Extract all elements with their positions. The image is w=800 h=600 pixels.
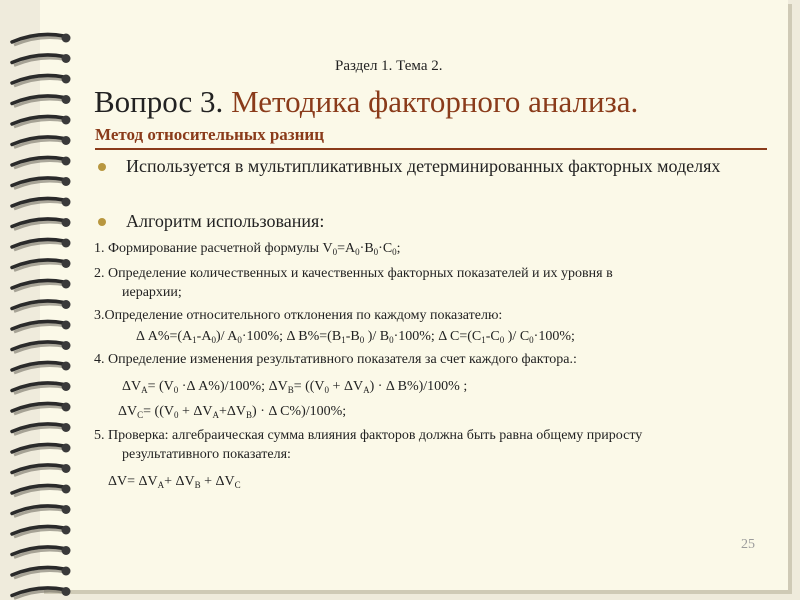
step-4: 4. Определение изменения результативного показателя за счет каждого фактора.: [94,352,577,367]
step-5-line-2: результативного показателя: [122,447,291,462]
spiral-hole [62,136,71,145]
spiral-hole [62,300,71,309]
formula-total-delta: $\Delta V= \Delta V_A+ \Delta V_B + \Delta V_C$ [108,474,241,490]
spiral-hole [62,546,71,555]
bullet-dot-icon [98,163,106,171]
spiral-hole [62,403,71,412]
spiral-hole [62,259,71,268]
slide-title [94,84,638,120]
spiral-hole [62,526,71,535]
spiral-hole [62,157,71,166]
spiral-hole [62,177,71,186]
title-divider [95,148,767,150]
spiral-hole [62,587,71,596]
spiral-hole [62,362,71,371]
page-number: 25 [741,537,755,552]
bullet-dot-icon [98,218,106,226]
section-header: Раздел 1. Тема 2. [335,58,443,74]
formula-delta-va-vb: $\Delta V_A= (V_0 \cdot\Delta$ A%)/100%; $\Delta V_B= ((V_0 + \Delta V_A) \cdot \Delta$ B%)/100% ; [122,379,468,395]
bullet-text-2: Алгоритм использования: [126,211,325,231]
title-main: Методика факторного анализа. [223,84,639,119]
spiral-hole [62,423,71,432]
formula-delta-vc: $\Delta V_C= ((V_0 + \Delta V_A+\Delta V_B) \cdot \Delta$ C%)/100%; [118,404,347,420]
formula-relative-deviation: Δ $A\%=(A_1-A_0)/$ $A_0\cdot 100\%$; Δ $B\%=(B_1-B_0$ )/ $B_0\cdot 100\%$; Δ $C=(C_1-C_0$ )/ $C_0\cdot 100\%$; [136,329,575,345]
step-1-text: 1. Формирование расчетной формулы V [94,241,333,256]
spiral-hole [62,218,71,227]
spiral-hole [62,280,71,289]
spiral-hole [62,464,71,473]
spiral-hole [62,321,71,330]
bullet-text-1: Используется в мультипликативных детерминированных факторных моделях [126,156,721,176]
spiral-hole [62,341,71,350]
step-3: 3.Определение относительного отклонения по каждому показателю: [94,308,503,323]
spiral-hole [62,485,71,494]
step-1: 1. Формирование расчетной формулы $V_0=A_0\cdot B_0\cdot C_0$; [94,241,401,257]
spiral-hole [62,505,71,514]
step-2-line-2: иерархии; [122,285,182,300]
method-subtitle: Метод относительных разниц [95,125,325,144]
spiral-hole [62,382,71,391]
spiral-hole [62,75,71,84]
title-prefix: Вопрос 3. [94,84,224,119]
spiral-hole [62,34,71,43]
spiral-hole [62,54,71,63]
spiral-hole [62,567,71,576]
spiral-hole [62,239,71,248]
spiral-hole [62,198,71,207]
step-5-line-1: 5. Проверка: алгебраическая сумма влияния факторов должна быть равна общему приросту [94,428,643,443]
spiral-hole [62,444,71,453]
spiral-hole [62,116,71,125]
step-2-line-1: 2. Определение количественных и качественных факторных показателей и их уровня в [94,266,613,281]
spiral-hole [62,95,71,104]
